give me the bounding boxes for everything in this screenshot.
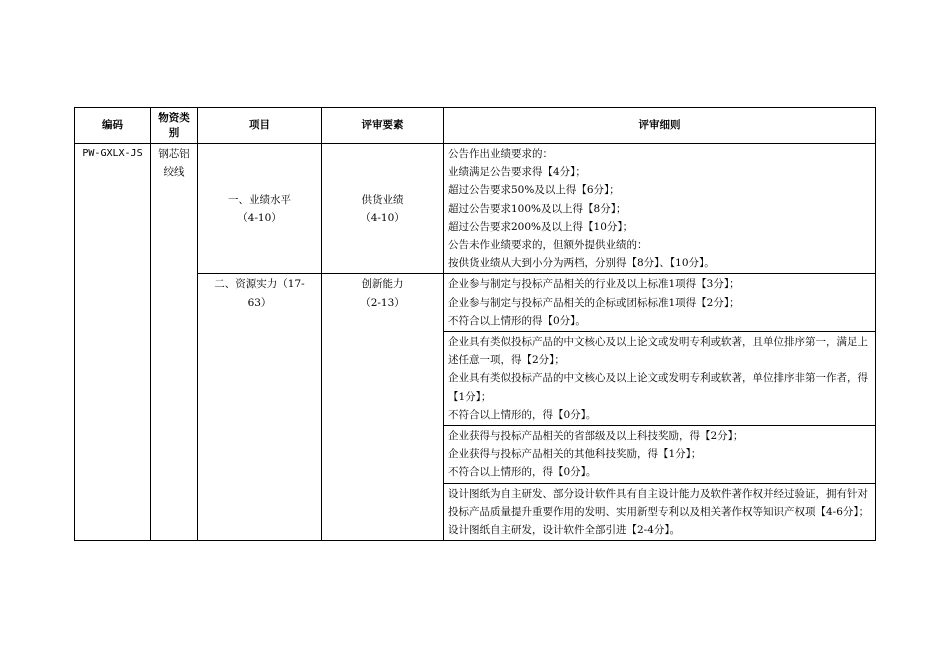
detail-line: 超过公告要求100%及以上得【8分】； — [448, 202, 627, 215]
header-detail: 评审细则 — [444, 108, 876, 144]
detail-cell — [444, 274, 876, 332]
detail-cell — [444, 332, 876, 426]
table-row — [75, 144, 876, 274]
project-cell — [198, 274, 322, 541]
project-name: 一、业绩水平 — [228, 193, 291, 206]
element-cell — [322, 274, 444, 541]
detail-line: 公告未作业绩要求的，但额外提供业绩的： — [448, 239, 648, 252]
detail-line: 不符合以上情形的，得【0分】。 — [448, 466, 597, 479]
detail-line: 企业具有类似投标产品的中文核心及以上论文或发明专利或软著，且单位排序第一，满足上述任意一项，得【2分】； — [448, 336, 868, 367]
project-name: 二、资源实力（17- — [214, 278, 305, 291]
detail-line: 企业获得与投标产品相关的省部级及以上科技奖励，得【2分】； — [448, 430, 744, 443]
detail-line: 企业参与制定与投标产品相关的企标或团标标准1项得【2分】； — [448, 296, 740, 309]
header-category: 物资类别 — [151, 108, 198, 144]
detail-line: 企业参与制定与投标产品相关的行业及以上标准1项得【3分】； — [448, 278, 740, 291]
header-code: 编码 — [75, 108, 151, 144]
element-name: 创新能力 — [361, 278, 404, 291]
header-element: 评审要素 — [322, 108, 444, 144]
detail-line: 公告作出业绩要求的： — [448, 148, 553, 160]
evaluation-table — [74, 107, 876, 541]
detail-line: 超过公告要求200%及以上得【10分】； — [448, 220, 634, 233]
element-score-range: （2-13） — [360, 296, 405, 309]
material-category: 钢芯铝绞线 — [151, 144, 198, 541]
element-score-range: （4-10） — [360, 211, 405, 224]
header-project: 项目 — [198, 108, 322, 144]
detail-line: 按供货业绩从大到小分为两档，分别得【8分】、【10分】。 — [448, 257, 715, 270]
detail-line: 设计图纸自主研发，设计软件全部引进【2-4分】。 — [448, 524, 681, 537]
project-score-range: （4-10） — [237, 211, 282, 224]
element-cell — [322, 144, 444, 274]
detail-line: 超过公告要求50%及以上得【6分】； — [448, 184, 620, 197]
project-cell — [198, 144, 322, 274]
detail-line: 设计图纸为自主研发、部分设计软件具有自主设计能力及软件著作权并经过验证，拥有针对投标产品质量提升重要作用的发明、实用新型专利以及相关著作权等知识产权项【4-6分】； — [448, 487, 870, 518]
detail-cell — [444, 144, 876, 274]
material-code: PW-GXLX-JS — [75, 144, 151, 541]
header-row — [75, 108, 876, 144]
detail-line: 企业具有类似投标产品的中文核心及以上论文或发明专利或软著，单位排序非第一作者，得【1分】； — [448, 372, 868, 403]
detail-line: 不符合以上情形的得【0分】。 — [448, 314, 586, 327]
detail-line: 企业获得与投标产品相关的其他科技奖励，得【1分】； — [448, 448, 702, 461]
project-score-range: 63） — [247, 296, 272, 309]
detail-line: 不符合以上情形的，得【0分】。 — [448, 408, 597, 421]
detail-cell — [444, 483, 876, 541]
detail-cell — [444, 426, 876, 484]
detail-line: 业绩满足公告要求得【4分】； — [448, 166, 586, 179]
element-name: 供货业绩 — [361, 193, 404, 206]
